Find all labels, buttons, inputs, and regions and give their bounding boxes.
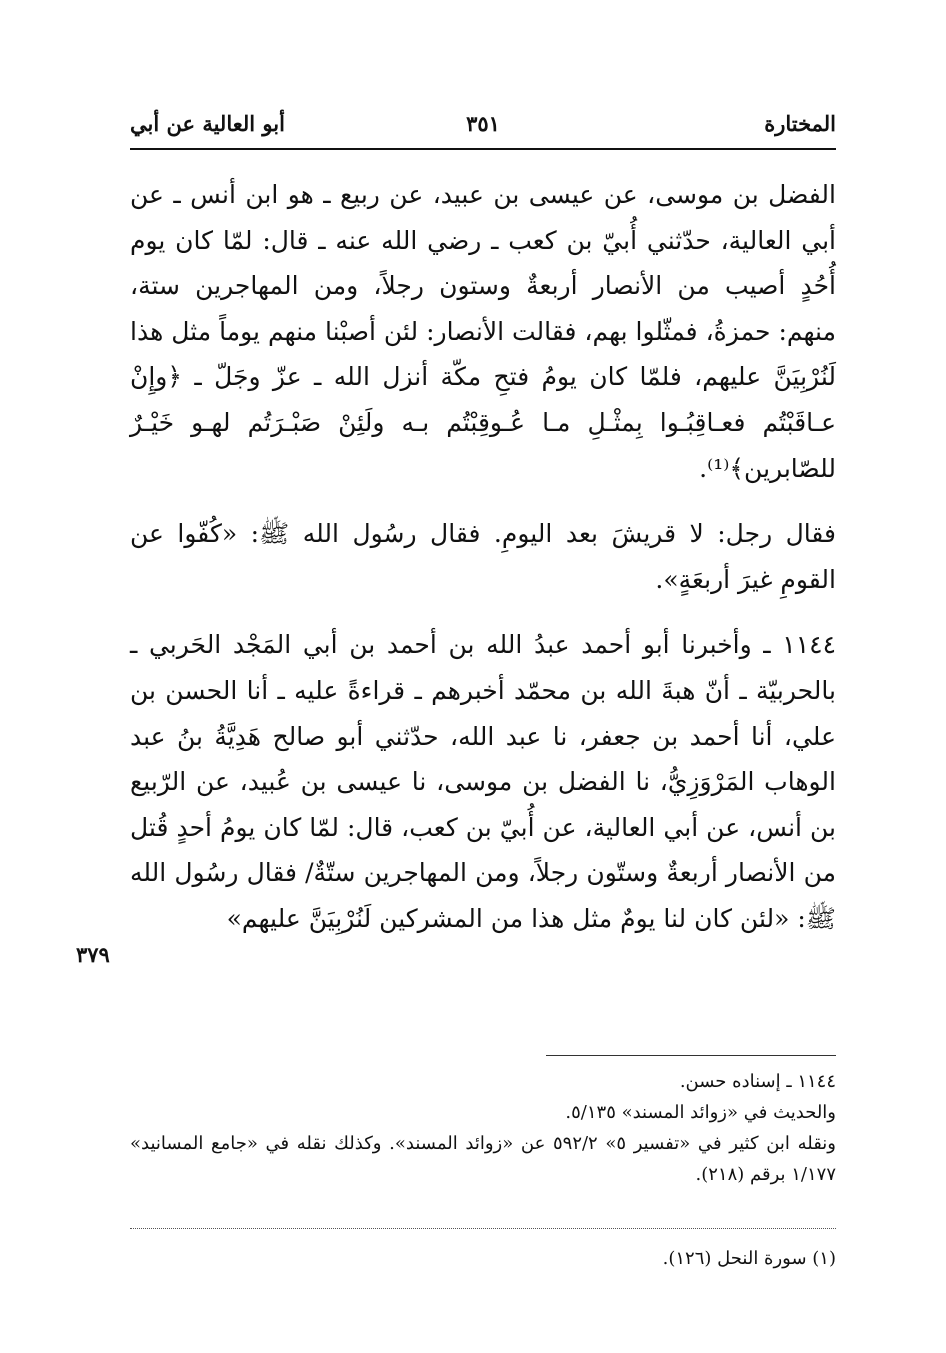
main-text bbox=[130, 172, 836, 942]
header-book-title: المختارة bbox=[764, 111, 836, 136]
paragraph-3: ١١٤٤ ـ وأخبرنا أبو أحمد عبدُ الله بن أحمد بن أبي المَجْد الحَربي ـ بالحربيّة ـ أنّ هبةَ الله بن محمّد أخبرهم ـ قراءةً عليه ـ أنا الحسن بن علي، أنا أحمد بن جعفر، نا عبد الله، حدّثني أبو صالح هَدِيَّةُ بنُ عبد الوهاب المَرْوَزِيُّ، نا الفضل بن موسى، نا عيسى بن عُبيد، عن الرّبيع بن أنس، عن أبي العالية، عن أُبيّ بن كعب، قال: لمّا كان يومُ أحدٍ قُتل من الأنصار أربعةٌ وستّون رجلاً، ومن المهاجرين ستّةٌ/ فقال رسُول الله ﷺ: «لئن كان لنا يومٌ مثل هذا من المشركين لَنُرْبِيَنَّ عليهم» bbox=[130, 630, 836, 933]
footnote-line-1: ١١٤٤ ـ إسناده حسن. bbox=[679, 1071, 836, 1092]
page-number: ٣٥١ bbox=[466, 111, 500, 136]
paragraph-2: فقال رجل: لا قريشَ بعد اليومِ. فقال رسُول الله ﷺ: «كُفّوا عن القومِ غيرَ أربعَةٍ». bbox=[130, 519, 836, 594]
paragraph-1: الفضل بن موسى، عن عيسى بن عبيد، عن ربيع ـ هو ابن أنس ـ عن أبي العالية، حدّثني أُبيّ بن كعب ـ رضي الله عنه ـ قال: لمّا كان يوم أُحُدٍ أصيب من الأنصار أربعةٌ وستون رجلاً، ومن المهاجرين ستة، منهم: حمزةُ، فمثّلوا بهم، فقالت الأنصار: لئن أصبْنا منهم يوماً مثل هذا لَنُرْبِيَنَّ عليهم، فلمّا كان يومُ فتحِ مكّة أنزل الله ـ عزّ وجَلّ ـ ﴿وإِنْ عـاقَبْتُم فعـاقِبُـوا بِمثْـلِ مـا عُـوقِبْتُم بـه ولَئِنْ صَبْـرَتُم لهـو خَيْـرٌ للصّابرين﴾⁽¹⁾. bbox=[130, 180, 836, 483]
footnote-line-3: ونقله ابن كثير في «تفسير ٥» ٥٩٢/٢ عن «زوائد المسند». وكذلك نقله في «جامع المسانيد» ١/١٧٧ برقم (٢١٨). bbox=[130, 1133, 837, 1185]
hadith-footnotes bbox=[130, 1066, 836, 1190]
page-header bbox=[130, 108, 836, 148]
footnote-quran-reference: (١) سورة النحل (١٢٦). bbox=[662, 1248, 836, 1269]
footnote-divider bbox=[546, 1055, 836, 1056]
quran-footnote bbox=[130, 1244, 836, 1274]
manuscript-folio-number: ٣٧٩ bbox=[76, 942, 110, 967]
footnote-dotted-divider bbox=[130, 1228, 836, 1229]
header-chapter-title: أبو العالية عن أبي bbox=[130, 111, 285, 136]
header-divider bbox=[130, 148, 836, 150]
footnote-line-2: والحديث في «زوائد المسند» ٥/١٣٥. bbox=[565, 1102, 836, 1123]
